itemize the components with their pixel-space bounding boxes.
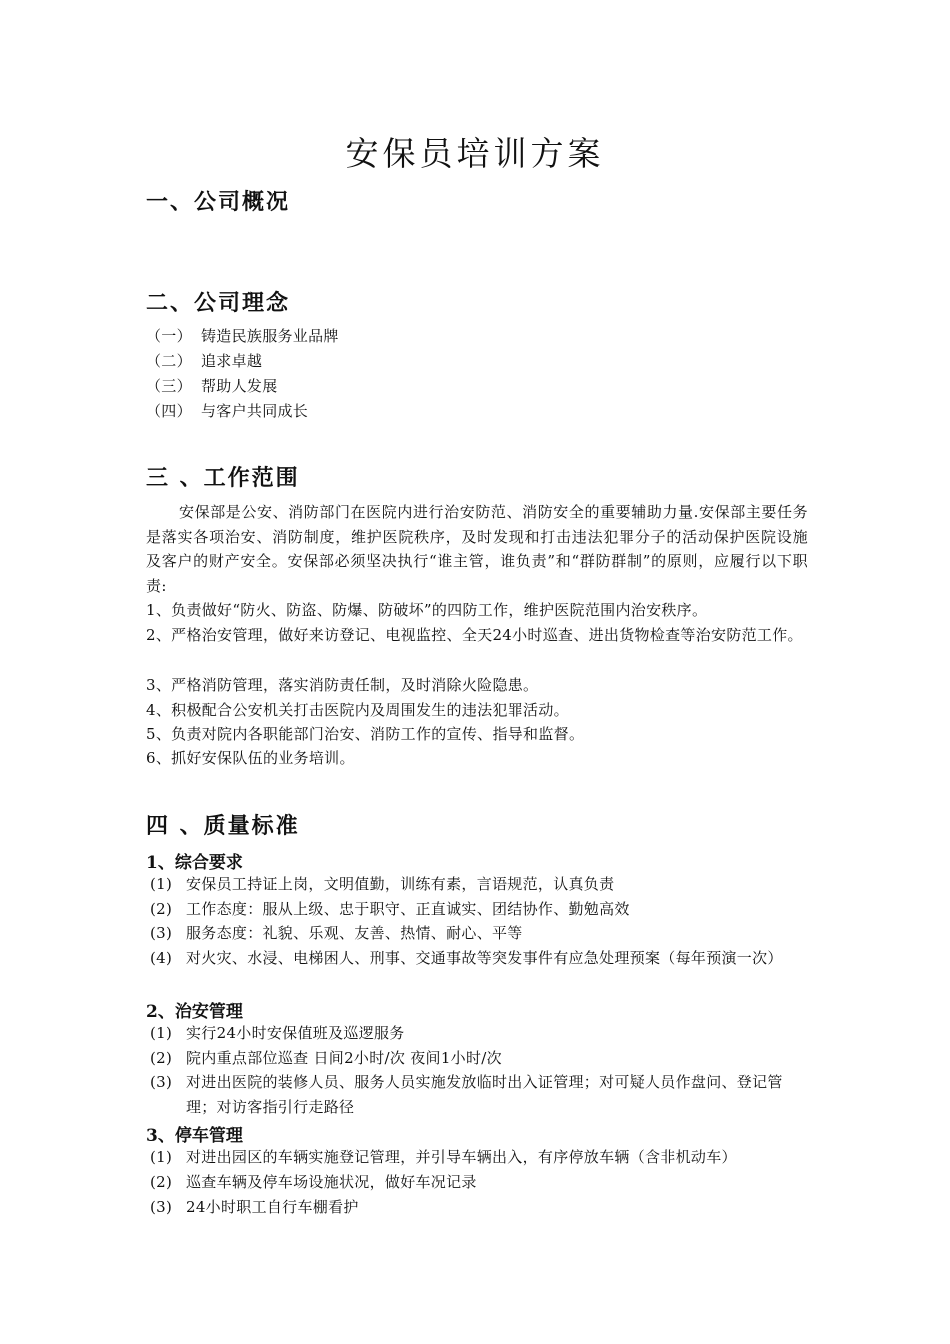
list-item-text: 帮助人发展: [201, 377, 278, 395]
subsection-heading-general-requirements: 1、综合要求: [146, 853, 243, 873]
duty-item: 4、积极配合公安机关打击医院内及周围发生的违法犯罪活动。: [146, 701, 569, 719]
requirement-item: [150, 1046, 502, 1070]
section-heading-work-scope: 三 、工作范围: [146, 465, 300, 491]
list-item: [146, 374, 278, 398]
item-number: (1): [150, 1148, 173, 1166]
requirement-item: [150, 1145, 737, 1169]
item-number: (2): [150, 900, 173, 918]
subsection-heading-security-management: 2、治安管理: [146, 1002, 243, 1022]
list-item-number: （一）: [146, 327, 192, 345]
duty-item: 6、抓好安保队伍的业务培训。: [146, 749, 355, 767]
item-text: 院内重点部位巡查 日间2小时/次 夜间1小时/次: [186, 1049, 502, 1067]
duty-item: 1、负责做好“防火、防盗、防爆、防破坏”的四防工作，维护医院范围内治安秩序。: [146, 601, 708, 619]
item-text: 安保员工持证上岗，文明值勤，训练有素，言语规范，认真负责: [186, 875, 615, 893]
list-item-number: （四）: [146, 402, 192, 420]
item-text: 服务态度：礼貌、乐观、友善、热情、耐心、平等: [186, 924, 523, 942]
section-heading-quality-standards: 四 、质量标准: [146, 813, 300, 839]
requirement-item: [150, 897, 630, 921]
item-text: 工作态度：服从上级、忠于职守、正直诚实、团结协作、勤勉高效: [186, 900, 630, 918]
item-text: 24小时职工自行车棚看护: [186, 1198, 359, 1216]
intro-paragraph: 安保部是公安、消防部门在医院内进行治安防范、消防安全的重要辅助力量.安保部主要任务是落实各项治安、消防制度，维护医院秩序，及时发现和打击违法犯罪分子的活动保护医院设施及客户的财产安全。安保部必须坚决执行“谁主管，谁负责”和“群防群制”的原则，应履行以下职责:: [146, 503, 808, 595]
item-number: (3): [150, 1198, 173, 1216]
list-item: [146, 349, 262, 373]
duty-item: 5、负责对院内各职能部门治安、消防工作的宣传、指导和监督。: [146, 725, 585, 743]
requirement-item: [150, 921, 523, 945]
section-heading-company-philosophy: 二、公司理念: [146, 290, 291, 316]
list-item: [146, 399, 308, 423]
list-item-text: 追求卓越: [201, 352, 263, 370]
subsection-heading-parking-management: 3、停车管理: [146, 1126, 243, 1146]
item-text: 对火灾、水浸、电梯困人、刑事、交通事故等突发事件有应急处理预案（每年预演一次）: [186, 949, 783, 967]
item-text: 实行24小时安保值班及巡逻服务: [186, 1024, 405, 1042]
item-number: (1): [150, 875, 173, 893]
duty-item: 2、严格治安管理，做好来访登记、电视监控、全天24小时巡查、进出货物检查等治安防范工作。: [146, 626, 803, 644]
requirement-item: [150, 1021, 405, 1045]
item-number: (3): [150, 1073, 173, 1091]
duty-item: 3、严格消防管理，落实消防责任制，及时消除火险隐患。: [146, 676, 539, 694]
item-number: (4): [150, 949, 173, 967]
list-item: [146, 324, 339, 348]
item-number: (2): [150, 1049, 173, 1067]
item-text: 对进出园区的车辆实施登记管理，并引导车辆出入，有序停放车辆（含非机动车）: [186, 1148, 737, 1166]
list-item-number: （三）: [146, 377, 192, 395]
requirement-item: [150, 1195, 359, 1219]
requirement-item: [150, 872, 614, 896]
list-item-text: 铸造民族服务业品牌: [201, 327, 339, 345]
list-item-number: （二）: [146, 352, 192, 370]
document-title: 安保员培训方案: [345, 134, 605, 173]
item-number: (3): [150, 924, 173, 942]
item-text: 巡查车辆及停车场设施状况，做好车况记录: [186, 1173, 477, 1191]
list-item-text: 与客户共同成长: [201, 402, 309, 420]
item-number: (1): [150, 1024, 173, 1042]
requirement-item: [150, 1170, 477, 1194]
item-text: 对进出医院的装修人员、服务人员实施发放临时出入证管理；对可疑人员作盘问、登记管理；对访客指引行走路径: [186, 1073, 783, 1116]
item-number: (2): [150, 1173, 173, 1191]
section-heading-company-overview: 一、公司概况: [146, 189, 291, 215]
